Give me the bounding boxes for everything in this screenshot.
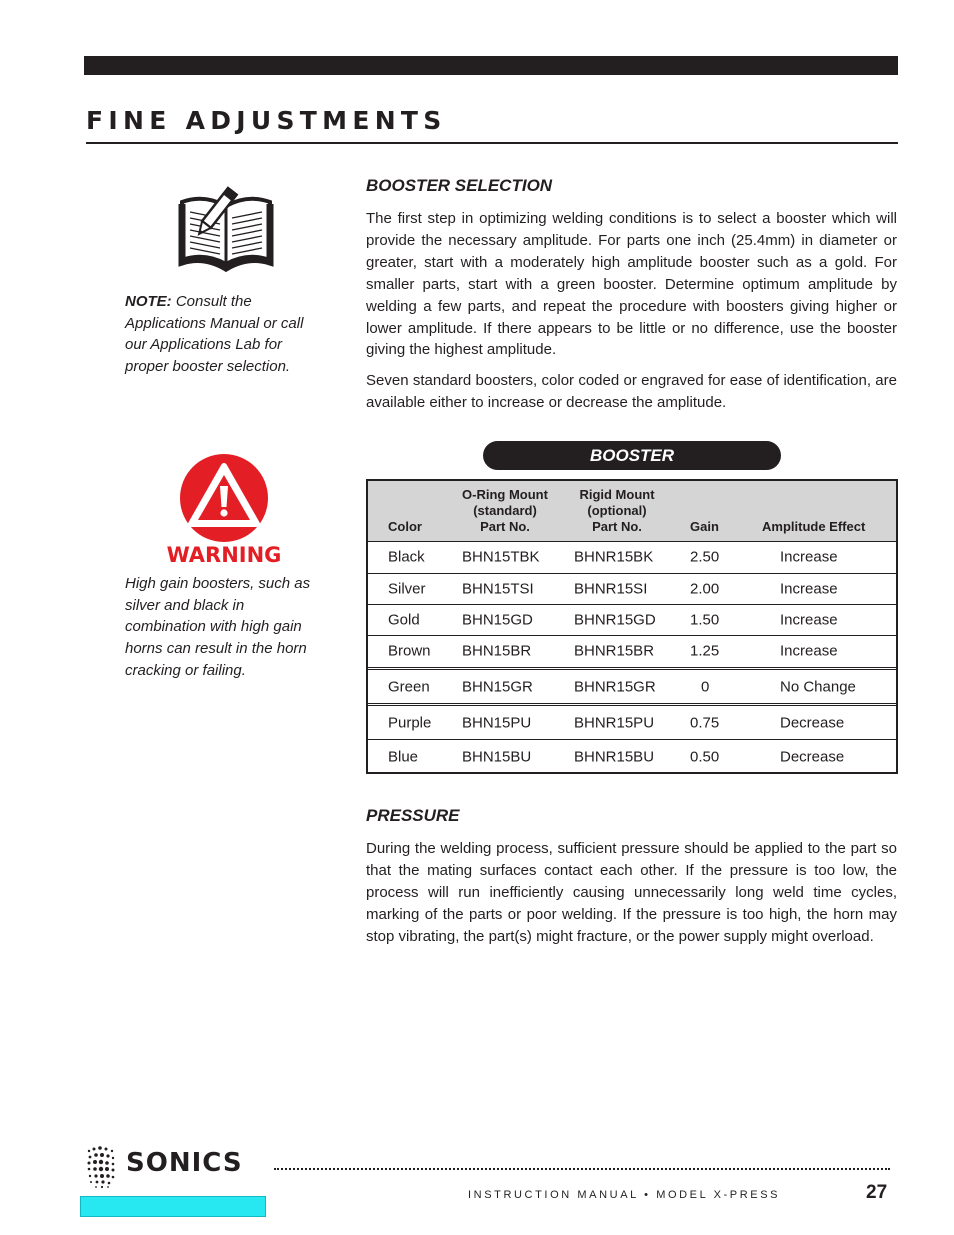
cell-rigid: BHNR15BU <box>574 748 655 765</box>
cell-effect: Increase <box>780 611 838 629</box>
table-row <box>368 739 896 773</box>
title-rule <box>86 142 898 144</box>
pressure-paragraph: During the welding process, sufficient pressure should be applied to the part so that the mating surfaces contact each other. If the pressure is too low, the process will run inefficiently causing unnecessarily long weld time cycles, marking of the parts or poor welding. If the pressure is too high, the horn may stop vibrating, the part(s) might fracture, or the power supply might overload. <box>366 840 897 945</box>
cell-gain: 0.50 <box>690 748 720 765</box>
cell-gain: 1.50 <box>690 611 720 629</box>
cell-effect: Decrease <box>780 748 845 765</box>
booster-selection-heading: BOOSTER SELECTION <box>366 176 553 195</box>
cell-oring: BHN15TBK <box>462 548 540 566</box>
table-row <box>368 604 896 635</box>
cell-oring: BHN15PU <box>462 714 532 731</box>
cell-oring: BHN15TSI <box>462 580 534 598</box>
cell-color: Green <box>388 678 430 695</box>
cell-rigid: BHNR15BK <box>574 548 654 566</box>
pressure-heading: PRESSURE <box>366 806 460 825</box>
cell-color: Gold <box>388 611 420 629</box>
table-row <box>368 573 896 604</box>
page-number: 27 <box>866 1182 888 1203</box>
header-oring-line3: Part No. <box>480 519 530 534</box>
booster-table-label: BOOSTER <box>483 441 781 470</box>
cell-gain: 2.50 <box>690 548 720 566</box>
header-oring-line1: O-Ring Mount <box>462 487 548 502</box>
cell-oring: BHN15BU <box>462 748 532 765</box>
cell-oring: BHN15BR <box>462 642 532 660</box>
warning-label: WARNING <box>166 543 282 567</box>
page-title: FINE ADJUSTMENTS <box>86 106 447 135</box>
cell-gain: 2.00 <box>690 580 720 598</box>
cell-rigid: BHNR15GR <box>574 678 656 695</box>
cell-effect: No Change <box>780 678 856 695</box>
header-oring-line2: (standard) <box>473 503 537 518</box>
note-text <box>125 291 325 378</box>
cell-effect: Increase <box>780 580 838 598</box>
header-rigid-line3: Part No. <box>592 519 642 534</box>
cell-rigid: BHNR15PU <box>574 714 655 731</box>
note-label: NOTE: <box>125 293 172 310</box>
note-body: Consult the Applications Manual or call our Applications Lab for proper booster selection. <box>125 293 304 376</box>
cell-color: Purple <box>388 714 432 731</box>
cell-effect: Increase <box>780 548 838 566</box>
cell-effect: Decrease <box>780 714 845 731</box>
warning-text: High gain boosters, such as silver and black in combination with high gain horns can result in the horn cracking or failing. <box>125 575 311 679</box>
sonics-logo-text: SONICS <box>126 1148 243 1178</box>
header-color: Color <box>388 519 422 534</box>
cell-gain: 0 <box>701 678 710 695</box>
booster-selection-paragraph-1: The first step in optimizing welding conditions is to select a booster which will provide the necessary amplitude. For parts one inch (25.4mm) in diameter or greater, start with a moderately high amplitude booster such as a gold. For smaller parts, start with a green booster. Determine optimum amplitude by welding a few parts, and repeat the procedure with boosters giving higher or lower amplitude. If there appears to be little or no difference, use the booster giving the highest amplitude. <box>366 210 897 359</box>
booster-table <box>366 479 898 774</box>
cell-oring: BHN15GR <box>462 678 533 695</box>
book-pencil-icon <box>176 182 276 276</box>
cell-rigid: BHNR15SI <box>574 580 648 598</box>
cell-gain: 1.25 <box>690 642 720 660</box>
table-row <box>368 667 896 703</box>
table-header <box>368 481 896 542</box>
header-rigid-line1: Rigid Mount <box>579 487 655 502</box>
cell-gain: 0.75 <box>690 714 720 731</box>
cell-color: Blue <box>388 748 419 765</box>
header-oring <box>450 487 560 535</box>
footer-dotted-rule <box>274 1168 890 1170</box>
cell-rigid: BHNR15BR <box>574 642 655 660</box>
cell-oring: BHN15GD <box>462 611 533 629</box>
header-bar <box>84 56 898 75</box>
warning-triangle-icon <box>166 453 282 567</box>
header-rigid <box>562 487 672 535</box>
sonics-dot-logo-icon <box>86 1146 116 1188</box>
booster-selection-paragraph-2: Seven standard boosters, color coded or engraved for ease of identification, are available either to increase or decrease the amplitude. <box>366 372 897 411</box>
cell-color: Silver <box>388 580 426 598</box>
footer-accent-bar <box>80 1196 266 1217</box>
header-gain: Gain <box>690 519 719 534</box>
footer-manual-text: INSTRUCTION MANUAL • MODEL X-PRESS <box>468 1189 781 1201</box>
header-rigid-line2: (optional) <box>587 503 647 518</box>
table-row <box>368 542 896 572</box>
cell-color: Brown <box>388 642 431 660</box>
cell-effect: Increase <box>780 642 838 660</box>
table-row <box>368 703 896 739</box>
cell-rigid: BHNR15GD <box>574 611 656 629</box>
table-row <box>368 635 896 666</box>
cell-color: Black <box>388 548 425 566</box>
header-effect: Amplitude Effect <box>762 519 866 534</box>
